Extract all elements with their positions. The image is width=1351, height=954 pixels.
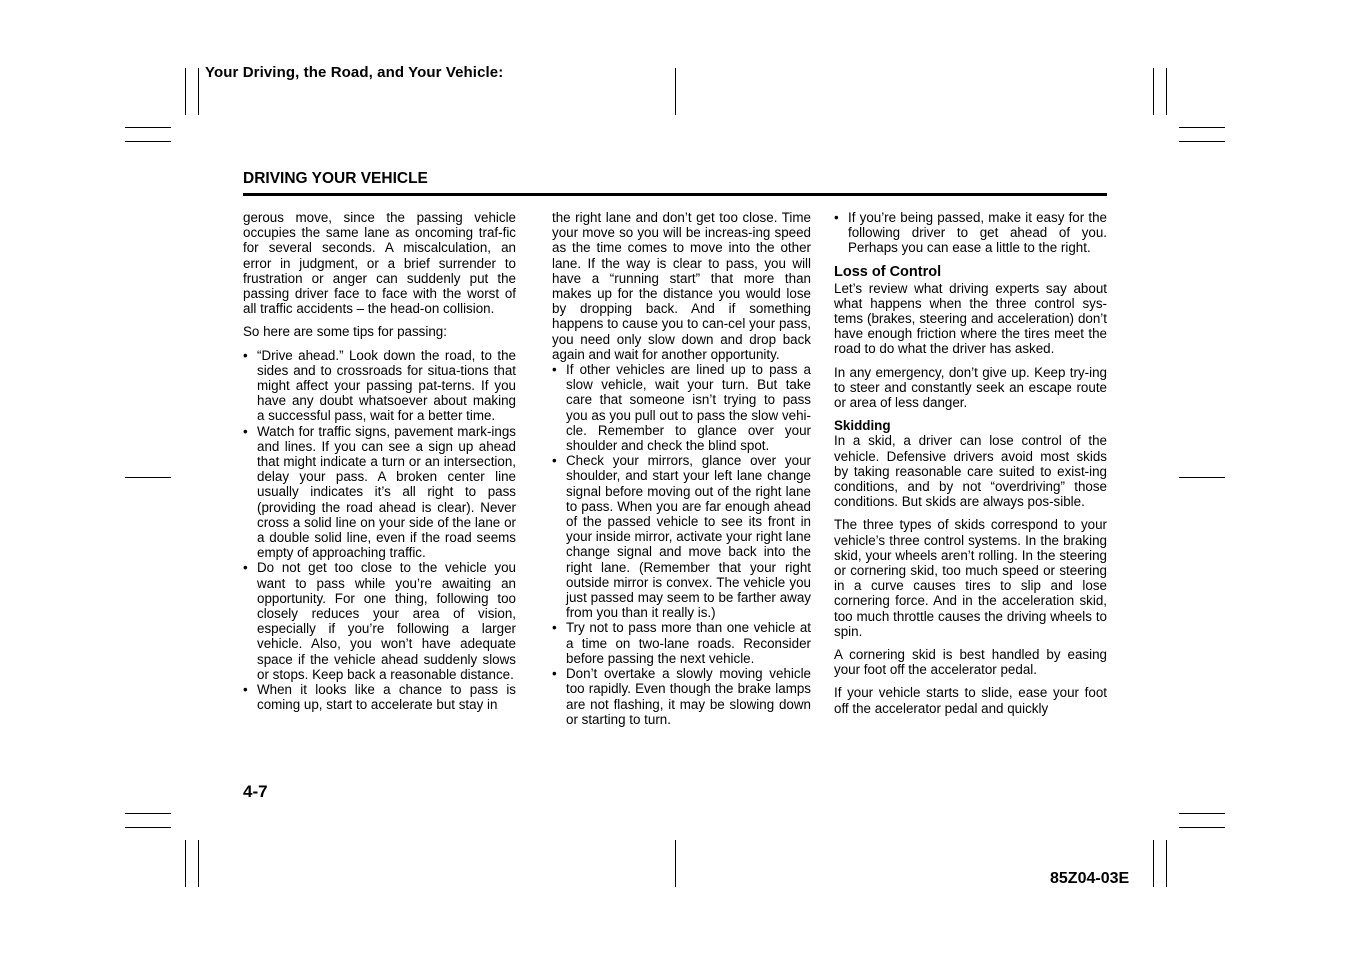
paragraph: So here are some tips for passing: xyxy=(243,324,447,340)
column-2 xyxy=(552,210,811,727)
list-item: • Check your mirrors, glance over your shoulder, and start your left lane change signal before moving out of the right lane to pass. When you are far enough ahead of the passed vehicle to see its front in your inside mirror, activate your right lane change signal and move back into the right lane. (Remember that your right outside mirror is convex. The vehicle you just passed may seem to be farther away from you than it really is.) xyxy=(552,453,811,620)
crop-mark xyxy=(675,840,676,887)
crop-mark xyxy=(1179,477,1225,478)
paragraph: gerous move, since the passing vehicle occupies the same lane as oncoming traf-fic for several seconds. A miscalculation, an error in judgment, or a brief surrender to frustration or anger can suddenly put the passing driver face to face with the worst of all traffic accidents – the head-on collision. xyxy=(243,210,516,317)
crop-mark xyxy=(1166,840,1167,887)
page-number: 4-7 xyxy=(243,782,268,801)
paragraph: A cornering skid is best handled by easing your foot off the accelerator pedal. xyxy=(834,647,1107,678)
document-code: 85Z04-03E xyxy=(1050,870,1130,887)
column-3 xyxy=(834,210,1107,724)
tips-list xyxy=(243,348,516,713)
crop-mark xyxy=(1179,141,1225,142)
paragraph: In a skid, a driver can lose control of the vehicle. Defensive drivers avoid most skids by taking reasonable care suited to exist-ing conditions, and by not “overdriving” those conditions. But skids are always pos-sible. xyxy=(834,433,1107,510)
crop-mark xyxy=(125,141,171,142)
list-item: • Try not to pass more than one vehicle at a time on two-lane roads. Reconsider before passing the next vehicle. xyxy=(552,620,811,666)
crop-mark xyxy=(1179,127,1225,128)
list-item: • If other vehicles are lined up to pass a slow vehicle, wait your turn. But take care that someone isn’t trying to pass you as you pull out to pass the slow vehi-cle. Remember to glance over your shoulder and check the blind spot. xyxy=(552,362,811,453)
crop-mark xyxy=(125,477,171,478)
list-item: • “Drive ahead.” Look down the road, to the sides and to crossroads for situa-tions that might affect your passing pat-terns. If you have any doubt whatsoever about making a successful pass, wait for a better time. xyxy=(243,348,516,424)
list-item: • Watch for traffic signs, pavement mark-ings and lines. If you can see a sign up ahead that might indicate a turn or an intersection, delay your pass. A broken center line usually indicates it’s all right to pass (providing the road ahead is clear). Never cross a solid line on your side of the lane or a double solid line, even if the road seems empty of approaching traffic. xyxy=(243,424,516,561)
heading-loss-of-control: Loss of Control xyxy=(834,263,942,280)
list-item: • Do not get too close to the vehicle you want to pass while you’re awaiting an opportunity. For one thing, following too closely reduces your area of vision, especially if you’re following a larger vehicle. Also, you won’t have adequate space if the vehicle ahead suddenly slows or stops. Keep back a reasonable distance. xyxy=(243,560,516,682)
paragraph: Let’s review what driving experts say about what happens when the three control sys-tems (brakes, steering and acceleration) don’t have enough friction where the tires meet the road to do what the driver has asked. xyxy=(834,280,1107,357)
crop-mark xyxy=(1179,813,1225,814)
crop-mark xyxy=(1153,840,1154,887)
crop-mark xyxy=(675,68,676,115)
running-title: Your Driving, the Road, and Your Vehicle: xyxy=(205,64,504,81)
section-title: DRIVING YOUR VEHICLE xyxy=(243,170,428,187)
paragraph: In any emergency, don’t give up. Keep try-ing to steer and constantly seek an escape route or area of less danger. xyxy=(834,364,1107,411)
title-rule xyxy=(243,193,1107,196)
crop-mark xyxy=(198,68,199,115)
paragraph: the right lane and don’t get too close. Time your move so you will be increas-ing speed as the time comes to move into the other lane. If the way is clear to pass, you will have a “running start” that more than makes up for the distance you would lose by dropping back. And if something happens to cause you to can-cel your pass, you need only slow down and drop back again and wait for another opportunity. xyxy=(552,210,811,362)
crop-mark xyxy=(185,840,186,887)
crop-mark xyxy=(125,127,171,128)
crop-mark xyxy=(1153,68,1154,115)
paragraph: The three types of skids correspond to your vehicle’s three control systems. In the braking skid, your wheels aren’t rolling. In the steering or cornering skid, too much speed or steering in a curve causes tires to slip and lose cornering force. And in the acceleration skid, too much throttle causes the driving wheels to spin. xyxy=(834,517,1107,639)
tips-list xyxy=(834,210,1107,256)
paragraph: If your vehicle starts to slide, ease your foot off the accelerator pedal and quickly xyxy=(834,685,1107,716)
crop-mark xyxy=(1179,827,1225,828)
heading-skidding: Skidding xyxy=(834,418,891,434)
list-item: • If you’re being passed, make it easy for the following driver to get ahead of you. Perhaps you can ease a little to the right. xyxy=(834,210,1107,256)
column-1 xyxy=(243,210,516,713)
crop-mark xyxy=(1166,68,1167,115)
tips-list xyxy=(552,362,811,727)
crop-mark xyxy=(125,827,171,828)
list-item: • Don’t overtake a slowly moving vehicle too rapidly. Even though the brake lamps are not flashing, it may be slowing down or starting to turn. xyxy=(552,666,811,727)
crop-mark xyxy=(198,840,199,887)
crop-mark xyxy=(185,68,186,115)
list-item: • When it looks like a chance to pass is coming up, start to accelerate but stay in xyxy=(243,682,516,712)
crop-mark xyxy=(125,813,171,814)
